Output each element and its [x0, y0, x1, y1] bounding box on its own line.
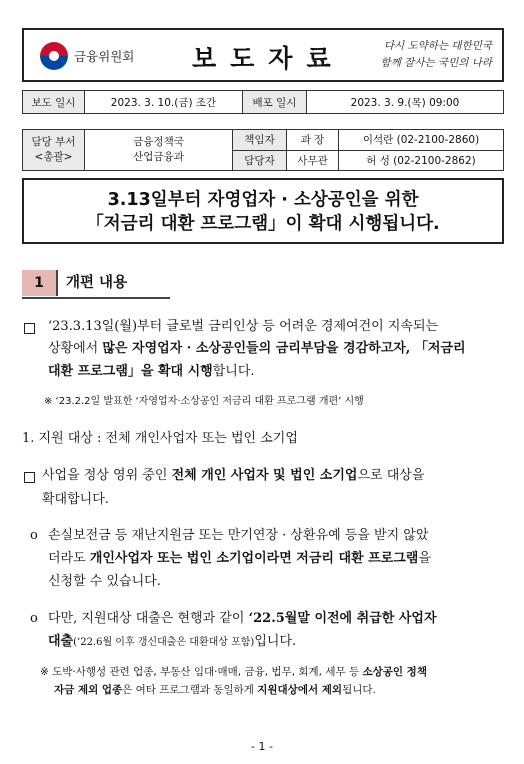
dept-label-line-2: <총괄> [34, 151, 73, 163]
headline-box [22, 178, 504, 244]
note-1: ※ ‘23.2.2일 발표한 ‘자영업자·소상공인 저금리 대환 프로그램 개편’ 시행 [44, 396, 364, 407]
fsc-logo-icon [40, 42, 68, 70]
org-name: 금융위원회 [74, 49, 135, 64]
bullet1-line-3: 신청할 수 있습니다. [48, 574, 161, 589]
role2-title: 사무관 [287, 150, 339, 171]
bullet1-line-2-bold: 개인사업자 또는 법인 소기업이라면 저금리 대환 프로그램 [89, 551, 419, 566]
para2-line-1-bold: 전체 개인 사업자 및 법인 소기업 [171, 468, 358, 483]
dept-bureau: 금융정책국 [133, 136, 184, 148]
bullet1-line-2-post: 을 [418, 551, 431, 566]
note2-bold-3: 지원대상에서 제외 [257, 684, 343, 696]
section-label: 개편 내용 [66, 275, 128, 291]
para2-line-1-post: 으로 대상을 [357, 468, 425, 483]
embargo-value: 2023. 3. 10.(금) 조간 [85, 91, 243, 114]
bullet1-line-1: 손실보전금 등 재난지원금 또는 만기연장 · 상환유예 등을 받지 않았 [48, 528, 429, 543]
dept-label [23, 130, 85, 171]
release-label: 배포 일시 [243, 91, 307, 114]
note2-mid: 은 여타 프로그램과 동일하게 [122, 684, 258, 696]
bullet2-line-1 [48, 608, 437, 630]
bullet2-line-2 [48, 631, 296, 654]
para2-line-2: 확대합니다. [42, 492, 109, 507]
note2-bold: 소상공인 정책 [362, 666, 427, 678]
bullet2-line-2-post: 입니다. [254, 634, 297, 649]
bullet1-line-2-pre: 더라도 [48, 551, 90, 566]
page-number: - 1 - [251, 740, 273, 753]
note2-bold-2: 자금 제외 업종 [54, 684, 123, 696]
role2-label: 담당자 [233, 150, 287, 171]
bullet2-line-2-small: (‘22.6월 이후 갱신대출은 대환대상 포함) [73, 637, 255, 648]
embargo-label: 보도 일시 [23, 91, 85, 114]
section-number: 1 [22, 270, 58, 296]
para1-line-2-bold: 많은 자영업자 · 소상공인들의 금리부담을 경감하고자, 「저금리 [102, 341, 466, 356]
role2-name: 허 성 (02-2100-2862) [339, 150, 504, 171]
contact-table [22, 129, 504, 171]
note-2-line-1 [40, 664, 427, 681]
release-value: 2023. 3. 9.(목) 09:00 [307, 91, 504, 114]
page-title: 보도자료 [192, 44, 345, 73]
slogan-line-2: 함께 잘사는 국민의 나라 [380, 57, 492, 69]
bullet2-line-1-pre: 다만, 지원대상 대출은 현행과 같이 [48, 611, 249, 626]
para2-line-1-pre: 사업을 정상 영위 중인 [42, 468, 172, 483]
para1-line-1: ‘23.3.13일(월)부터 글로벌 금리인상 등 어려운 경제여건이 지속되는 [48, 319, 439, 334]
bullet2-line-1-bold: ‘22.5월말 이전에 취급한 사업자 [248, 611, 437, 626]
headline-line-2: 「저금리 대환 프로그램」이 확대 시행됩니다. [86, 214, 440, 234]
para1-line-3 [48, 361, 255, 383]
item-1-heading: 1. 지원 대상 : 전체 개인사업자 또는 법인 소기업 [22, 431, 298, 446]
checkbox-bullet-icon [24, 472, 35, 483]
role1-name: 이석란 (02-2100-2860) [339, 130, 504, 151]
circle-bullet-icon: o [30, 528, 38, 543]
bullet1-line-2 [48, 548, 431, 570]
circle-bullet-icon: o [30, 611, 38, 626]
slogan [362, 38, 492, 72]
dept-value [85, 130, 233, 171]
section-underline [22, 297, 170, 299]
section-heading [22, 270, 170, 296]
role1-title: 과 장 [287, 130, 339, 151]
slogan-line-1: 다시 도약하는 대한민국 [383, 40, 492, 52]
note2-pre: ※ 도박·사행성 관련 업종, 부동산 임대·매매, 금융, 법무, 회계, 세무 등 [40, 666, 363, 678]
para1-line-2-pre: 상황에서 [48, 341, 103, 356]
para1-line-3-bold: 대환 프로그램」을 확대 시행 [48, 364, 213, 379]
bullet2-line-2-bold: 대출 [48, 634, 74, 649]
checkbox-bullet-icon [24, 323, 35, 334]
para1-line-3-post: 합니다. [212, 364, 255, 379]
note-2-line-2 [54, 682, 376, 699]
press-release-header [22, 28, 504, 82]
note2-post: 됩니다. [342, 684, 376, 696]
role1-label: 책임자 [233, 130, 287, 151]
dept-label-line-1: 담당 부서 [31, 136, 76, 148]
para1-line-2 [48, 338, 466, 360]
dept-division: 산업금융과 [133, 151, 184, 163]
release-dates-table [22, 90, 504, 114]
para2-line-1 [42, 465, 424, 487]
headline-line-1: 3.13일부터 자영업자 · 소상공인을 위한 [107, 190, 419, 210]
